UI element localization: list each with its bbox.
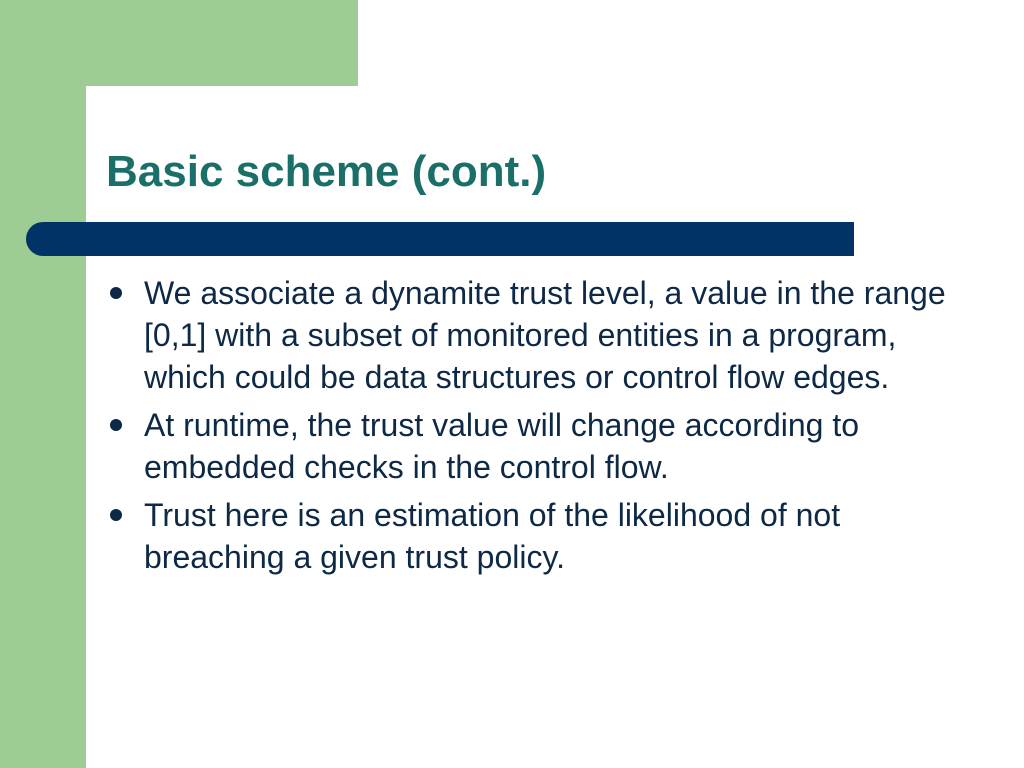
bullet-text: At runtime, the trust value will change according to embedded checks in the control flow. <box>144 407 860 485</box>
bullet-dot-icon <box>110 287 122 299</box>
bullet-dot-icon <box>110 419 122 431</box>
bullet-item <box>106 272 956 398</box>
bullet-text: We associate a dynamite trust level, a value in the range [0,1] with a subset of monitored entities in a program, which could be data structures or control flow edges. <box>144 275 946 395</box>
bullet-item <box>106 404 956 488</box>
bullet-item <box>106 494 956 578</box>
decor-green-left-band <box>0 0 86 768</box>
bullet-dot-icon <box>110 509 122 521</box>
slide-title: Basic scheme (cont.) <box>106 147 547 196</box>
bullet-text: Trust here is an estimation of the likelihood of not breaching a given trust policy. <box>144 497 841 575</box>
bullet-list <box>106 272 956 584</box>
title-underline-bar <box>26 222 854 256</box>
